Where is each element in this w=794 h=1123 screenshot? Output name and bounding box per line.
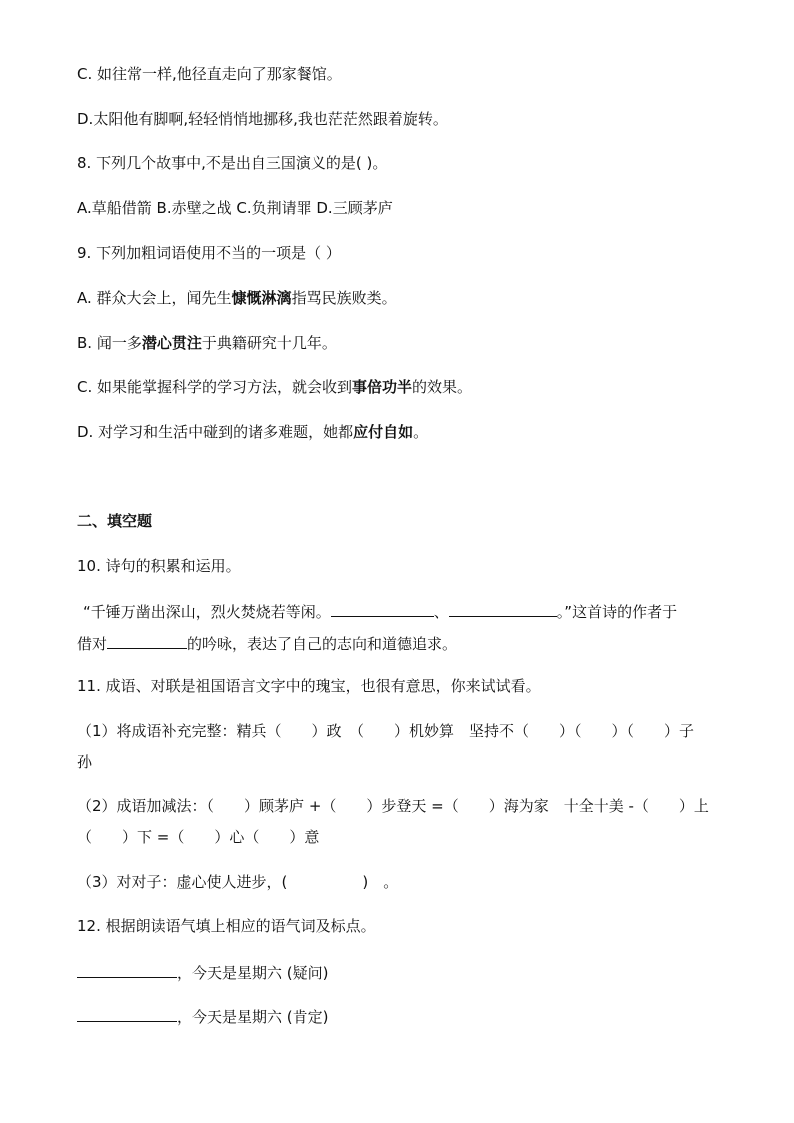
q9-d-bold-phrase: 应付自如 [353,423,414,441]
q9-a-text: A. 群众大会上，闻先生 [77,289,232,307]
q8-options: A.草船借箭 B.赤壁之战 C.负荆请罪 D.三顾茅庐 [77,199,393,217]
q9-stem: 9. 下列加粗词语使用不当的一项是（ ） [77,244,341,262]
q9-b-bold-phrase: 潜心贯注 [141,334,202,352]
q9-c-text: C. 如果能掌握科学的学习方法，就会收到 [77,378,353,396]
q9-option-d [77,422,428,442]
q9-c-text-end: 的效果。 [412,378,473,396]
q12-row-statement [77,1005,328,1027]
q11-part2-line1: （2）成语加减法：（ ）顾茅庐 +（ ）步登天 =（ ）海为家 十全十美 -（ ）上 [77,797,709,815]
q9-b-text-end: 于典籍研究十几年。 [201,334,337,352]
q9-b-text: B. 闻一多 [77,334,142,352]
q9-a-bold-phrase: 慷慨淋漓 [231,289,292,307]
q10-blank-2[interactable] [449,600,557,617]
q12-blank-1[interactable] [77,961,177,978]
q9-option-a [77,288,397,308]
q7-option-d: D.太阳他有脚啊,轻轻悄悄地挪移,我也茫茫然跟着旋转。 [77,110,448,128]
q10-stem: 10. 诗句的积累和运用。 [77,557,241,575]
q11-part1-line1: （1）将成语补充完整：精兵（ ）政 （ ）机妙算 坚持不（ ）（ ）（ ）子 [77,722,695,740]
q12-blank-2[interactable] [77,1005,177,1022]
section-heading-fill-blank: 二、填空题 [77,512,153,530]
q12-row-question [77,961,328,983]
q9-a-text-end: 指骂民族败类。 [291,289,397,307]
q10-poem-text-end: 。”这首诗的作者于 [556,603,678,621]
q12-row-statement-text: ，今天是星期六 (肯定) [177,1008,329,1026]
q9-d-text: D. 对学习和生活中碰到的诸多难题，她都 [77,423,354,441]
q9-option-b [77,333,337,353]
q10-blank-3[interactable] [107,632,187,649]
q10-blank-1[interactable] [331,600,434,617]
q12-row-question-text: ，今天是星期六 (疑问) [177,964,329,982]
q10-author-text: 借对 [77,635,108,653]
q10-separator: 、 [433,603,449,621]
q11-part1-line2: 孙 [77,753,93,771]
q9-option-c [77,377,472,397]
q10-author-line [77,632,457,654]
q10-author-text-end: 的吟咏，表达了自己的志向和道德追求。 [187,635,458,653]
q10-poem-text: “千锤万凿出深山，烈火焚烧若等闲。 [83,603,331,621]
q9-d-text-end: 。 [413,423,429,441]
q8-stem: 8. 下列几个故事中,不是出自三国演义的是( )。 [77,154,388,172]
q9-c-bold-phrase: 事倍功半 [352,378,413,396]
q11-stem: 11. 成语、对联是祖国语言文字中的瑰宝，也很有意思，你来试试看。 [77,677,541,695]
q11-part3: （3）对对子：虚心使人进步，( ) 。 [77,873,399,891]
q12-stem: 12. 根据朗读语气填上相应的语气词及标点。 [77,917,376,935]
q7-option-c: C. 如往常一样,他径直走向了那家餐馆。 [77,65,342,83]
q10-poem-line [83,600,677,622]
q11-part2-line2: （ ）下 =（ ）心（ ）意 [77,828,320,846]
